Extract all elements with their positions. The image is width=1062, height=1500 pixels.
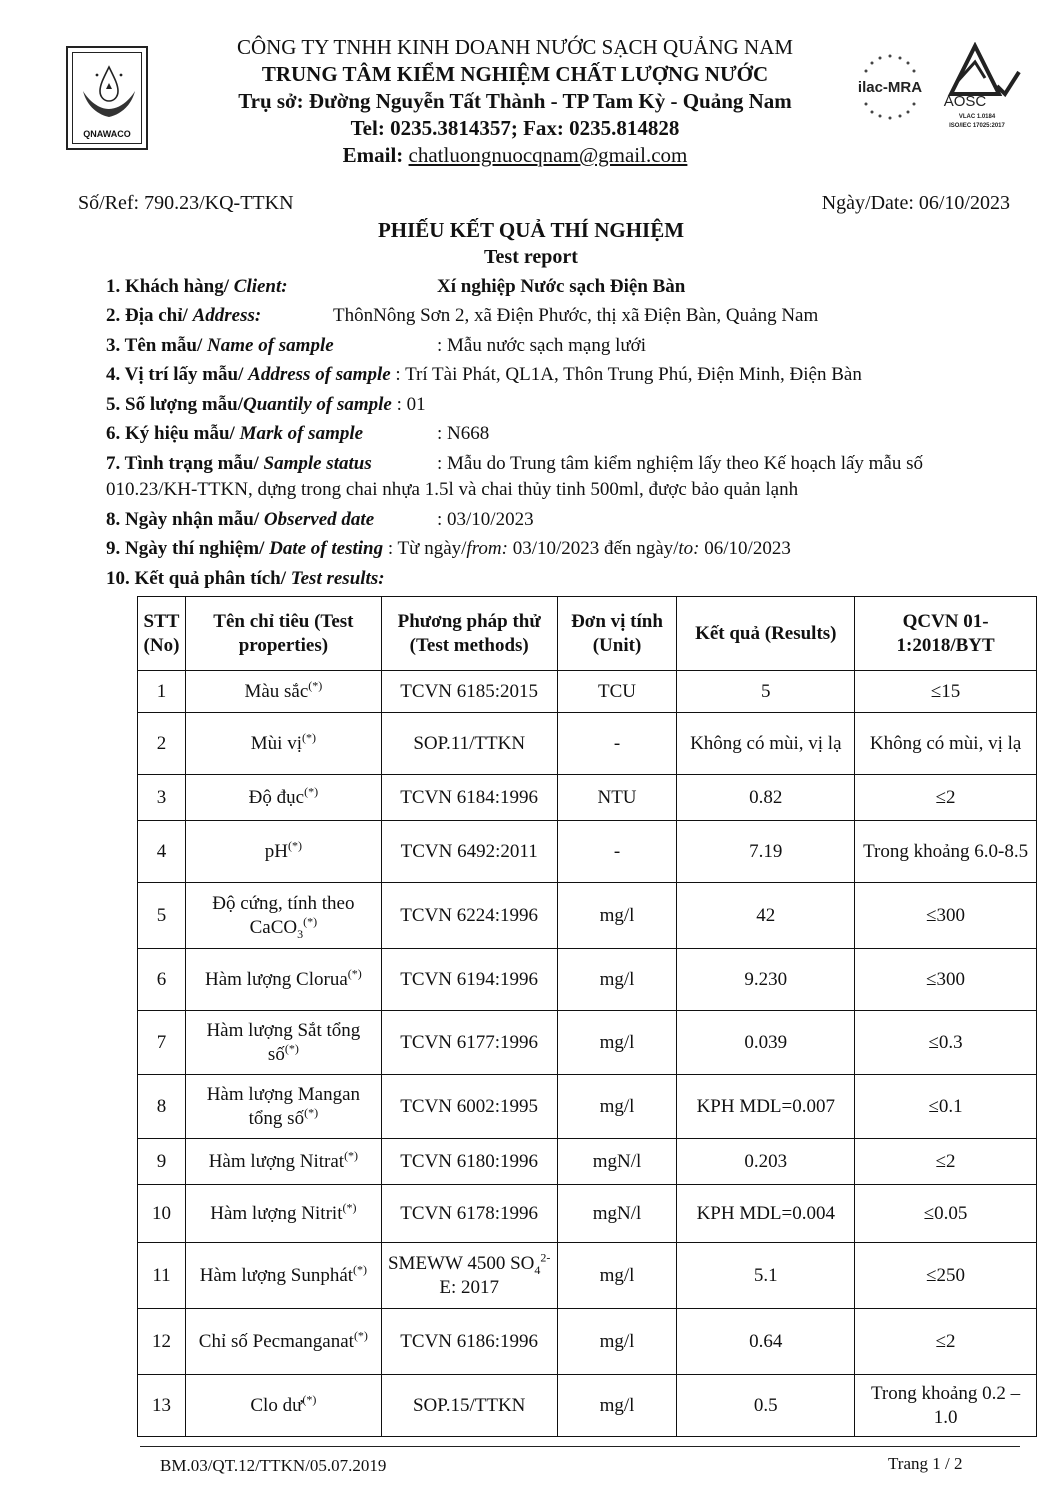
cell-unit-text: mgN/l <box>592 1150 642 1172</box>
cell-property <box>185 671 381 713</box>
cell-unit <box>557 1185 677 1243</box>
cell-method <box>381 1075 557 1139</box>
cell-unit <box>557 821 677 883</box>
address-label-vi: 2. Địa chỉ/ <box>106 305 193 326</box>
cell-no <box>138 883 186 949</box>
cell-standard-text: Trong khoảng 6.0-8.5 <box>863 840 1029 862</box>
cell-result-text: 5.1 <box>753 1264 778 1286</box>
property-subscript: 3 <box>297 926 304 941</box>
cell-method-text: TCVN 6492:2011 <box>400 840 538 862</box>
cell-no-text: 12 <box>151 1330 171 1352</box>
cell-property-text: Hàm lượng Sắt tổng số <box>206 1019 361 1065</box>
cell-result-text: 0.203 <box>744 1150 788 1172</box>
cell-standard-text: ≤2 <box>935 1330 956 1352</box>
accredited-mark: (*) <box>284 1041 299 1056</box>
quantity-label-en: Quantily of sample <box>243 394 392 415</box>
cell-standard <box>855 1185 1037 1243</box>
cell-standard <box>855 1375 1037 1437</box>
cell-method-text: SOP.15/TTKN <box>412 1394 526 1416</box>
cell-method <box>381 1185 557 1243</box>
cell-result <box>677 1185 855 1243</box>
cell-result <box>677 821 855 883</box>
cell-method-text: TCVN 6224:1996 <box>400 904 539 926</box>
sample-name-label-vi: 3. Tên mẫu/ <box>106 335 208 356</box>
cell-unit <box>557 1075 677 1139</box>
cell-property <box>185 949 381 1011</box>
company-name: CÔNG TY TNHH KINH DOANH NƯỚC SẠCH QUẢNG NAM <box>236 35 794 59</box>
address-value: ThônNông Sơn 2, xã Điện Phước, thị xã Điện Bàn, Quảng Nam <box>333 305 819 326</box>
cell-property-text: Độ đục <box>248 786 305 808</box>
cell-no <box>138 713 186 775</box>
cell-method <box>381 1139 557 1185</box>
cell-property <box>185 883 381 949</box>
cell-no <box>138 671 186 713</box>
cell-property-text: Độ cứng, tính theo CaCO <box>212 892 355 938</box>
email-label: Email: <box>342 143 409 167</box>
cell-property-text: Chỉ số Pecmanganat <box>198 1330 354 1352</box>
company-email-line <box>150 142 880 169</box>
accredited-mark: (*) <box>353 1328 368 1343</box>
testing-to-label: to: <box>678 538 700 559</box>
svg-text:VLAC 1.0184: VLAC 1.0184 <box>958 114 996 120</box>
cell-property-text: Màu sắc <box>244 680 309 702</box>
cell-property-text: Mùi vị <box>250 732 302 754</box>
cell-method-text: SMEWW 4500 SO <box>387 1252 535 1274</box>
ilac-mra-logo <box>852 48 928 126</box>
table-row <box>138 1139 1037 1185</box>
testing-label-en: Date of testing <box>269 538 384 559</box>
client-label <box>106 276 288 298</box>
table-row <box>138 1309 1037 1375</box>
cell-unit <box>557 949 677 1011</box>
svg-text:ISO/IEC 17025:2017: ISO/IEC 17025:2017 <box>949 123 1005 129</box>
cell-no-text: 6 <box>156 968 167 990</box>
testing-from-label: from: <box>466 538 508 559</box>
footer-divider <box>140 1446 1020 1447</box>
accredited-mark: (*) <box>353 1262 368 1277</box>
cell-property <box>185 1139 381 1185</box>
company-logo <box>66 46 148 150</box>
cell-method <box>381 1011 557 1075</box>
mark-value: : N668 <box>437 423 490 444</box>
cell-standard <box>855 1075 1037 1139</box>
center-name: TRUNG TÂM KIỂM NGHIỆM CHẤT LƯỢNG NƯỚC <box>261 62 769 86</box>
cell-no-text: 13 <box>151 1394 171 1416</box>
results-table <box>137 596 1037 1437</box>
cell-result <box>677 1075 855 1139</box>
cell-unit-text: mgN/l <box>592 1202 642 1224</box>
cell-unit <box>557 1011 677 1075</box>
status-label-en: Sample status <box>263 453 372 474</box>
cell-no <box>138 1139 186 1185</box>
cell-no <box>138 1375 186 1437</box>
cell-property <box>185 1309 381 1375</box>
method-subscript: 4 <box>534 1262 541 1277</box>
cell-standard <box>855 671 1037 713</box>
cell-no <box>138 1075 186 1139</box>
cell-method-text: TCVN 6186:1996 <box>400 1330 539 1352</box>
cell-unit-text: - <box>613 732 621 754</box>
table-row <box>138 821 1037 883</box>
cell-unit-text: mg/l <box>599 1095 635 1117</box>
cell-result <box>677 713 855 775</box>
cell-no <box>138 821 186 883</box>
cell-no <box>138 775 186 821</box>
cell-standard-text: ≤0.1 <box>928 1095 963 1117</box>
testing-label-vi: 9. Ngày thí nghiệm/ <box>106 538 270 559</box>
cell-result-text: 5 <box>761 680 771 702</box>
table-row <box>138 949 1037 1011</box>
cell-unit-text: mg/l <box>599 904 635 926</box>
cell-no-text: 9 <box>156 1150 167 1172</box>
cell-property <box>185 821 381 883</box>
cell-result <box>677 1139 855 1185</box>
sample-name-label-en: Name of sample <box>207 335 334 356</box>
status-value-line2: 010.23/KH-TTKN, dựng trong chai nhựa 1.5l và chai thủy tinh 500ml, được bảo quản lạnh <box>106 479 799 500</box>
cell-result-text: KPH MDL=0.004 <box>696 1202 836 1224</box>
cell-standard-text: ≤250 <box>926 1264 966 1286</box>
cell-property <box>185 1185 381 1243</box>
svg-text:ilac-MRA: ilac-MRA <box>857 79 923 96</box>
cell-result-text: 42 <box>756 904 776 926</box>
cell-unit-text: mg/l <box>599 1264 635 1286</box>
accredited-mark: (*) <box>342 1200 357 1215</box>
cell-property-text: Hàm lượng Nitrit <box>210 1202 343 1224</box>
sample-location-label-vi: 4. Vị trí lấy mẫu/ <box>106 364 249 385</box>
cell-unit <box>557 1309 677 1375</box>
observed-label-vi: 8. Ngày nhận mẫu/ <box>106 509 264 530</box>
cell-method-text: TCVN 6177:1996 <box>400 1031 539 1053</box>
cell-unit <box>557 1375 677 1437</box>
cell-result-text: 0.64 <box>749 1330 783 1352</box>
cell-no-text: 3 <box>156 786 167 808</box>
testing-from-value: 03/10/2023 đến ngày/ <box>507 538 679 559</box>
testing-date-label <box>106 538 791 560</box>
mark-label-vi: 6. Ký hiệu mẫu/ <box>106 423 240 444</box>
cell-unit-text: TCU <box>598 680 636 702</box>
cell-result <box>677 775 855 821</box>
results-table-body <box>138 671 1037 1437</box>
cell-unit <box>557 883 677 949</box>
cell-no-text: 4 <box>156 840 167 862</box>
cell-method-text: TCVN 6185:2015 <box>400 680 539 702</box>
client-label-vi: 1. Khách hàng/ <box>106 276 234 297</box>
header-result: Kết quả (Results) <box>677 597 855 671</box>
cell-no <box>138 1011 186 1075</box>
sample-location-value: : Trí Tài Phát, QL1A, Thôn Trung Phú, Điện Minh, Điện Bàn <box>390 364 862 385</box>
observed-date-value: : 03/10/2023 <box>437 509 534 530</box>
cell-method <box>381 775 557 821</box>
cell-property-text: Hàm lượng Mangan tổng số <box>206 1083 361 1129</box>
logo-frame <box>72 52 142 144</box>
cell-standard-text: ≤15 <box>930 680 961 702</box>
table-row <box>138 1011 1037 1075</box>
cell-property <box>185 1075 381 1139</box>
cell-no <box>138 1309 186 1375</box>
cell-standard-text: Không có mùi, vị lạ <box>869 732 1022 754</box>
cell-method <box>381 821 557 883</box>
cell-standard <box>855 949 1037 1011</box>
status-value-line1: : Mẫu do Trung tâm kiểm nghiệm lấy theo Kế hoạch lấy mẫu số <box>437 453 924 474</box>
mark-label-en: Mark of sample <box>239 423 364 444</box>
header-property: Tên chỉ tiêu (Test properties) <box>185 597 381 671</box>
sample-name-value: : Mẫu nước sạch mạng lưới <box>437 335 647 356</box>
table-row <box>138 671 1037 713</box>
quantity-value: : 01 <box>391 394 426 415</box>
results-label-vi: 10. Kết quả phân tích/ <box>106 568 291 589</box>
cell-method <box>381 883 557 949</box>
cell-no <box>138 1243 186 1309</box>
cell-standard <box>855 1011 1037 1075</box>
header-standard: QCVN 01-1:2018/BYT <box>855 597 1037 671</box>
cell-standard-text: ≤2 <box>935 1150 956 1172</box>
cell-standard-text: ≤300 <box>926 904 966 926</box>
cell-unit-text: mg/l <box>599 968 635 990</box>
table-row <box>138 1185 1037 1243</box>
cell-unit-text: mg/l <box>599 1031 635 1053</box>
cell-standard-text: ≤300 <box>926 968 966 990</box>
cell-property <box>185 775 381 821</box>
table-row <box>138 775 1037 821</box>
results-label <box>106 568 385 590</box>
header-method: Phương pháp thử (Test methods) <box>381 597 557 671</box>
accredited-mark: (*) <box>302 1392 317 1407</box>
cell-no-text: 11 <box>152 1264 171 1286</box>
cell-unit-text: mg/l <box>599 1394 635 1416</box>
company-address: Trụ sở: Đường Nguyễn Tất Thành - TP Tam Kỳ - Quảng Nam <box>238 89 792 113</box>
client-value: Xí nghiệp Nước sạch Điện Bàn <box>437 276 686 297</box>
cell-unit <box>557 1243 677 1309</box>
cell-no-text: 10 <box>151 1202 171 1224</box>
cell-method <box>381 1375 557 1437</box>
cell-property <box>185 1375 381 1437</box>
cell-standard <box>855 1139 1037 1185</box>
cell-unit <box>557 775 677 821</box>
table-row <box>138 1075 1037 1139</box>
cell-result <box>677 883 855 949</box>
cell-unit-text: mg/l <box>599 1330 635 1352</box>
accredited-mark: (*) <box>301 730 316 745</box>
cell-method <box>381 713 557 775</box>
cell-no <box>138 949 186 1011</box>
cell-property-text: Clo dư <box>250 1394 303 1416</box>
address-label-en: Address: <box>192 305 262 326</box>
cell-standard <box>855 713 1037 775</box>
cell-unit <box>557 713 677 775</box>
cell-unit-text: NTU <box>597 786 637 808</box>
sample-location-label <box>106 364 862 386</box>
company-phone: Tel: 0235.3814357; Fax: 0235.814828 <box>350 116 680 140</box>
cell-method <box>381 1309 557 1375</box>
accredited-mark: (*) <box>303 914 318 929</box>
cell-property-text: Hàm lượng Nitrat <box>208 1150 345 1172</box>
cell-result-text: 0.039 <box>744 1031 788 1053</box>
report-date: Ngày/Date: 06/10/2023 <box>821 192 1010 214</box>
table-row <box>138 713 1037 775</box>
cell-result <box>677 1375 855 1437</box>
cell-method-text: TCVN 6184:1996 <box>400 786 539 808</box>
report-title: PHIẾU KẾT QUẢ THÍ NGHIỆM <box>377 218 685 242</box>
testing-from-prefix: : Từ ngày/ <box>383 538 467 559</box>
method-tail: E: 2017 <box>439 1276 499 1298</box>
cell-result-text: 0.5 <box>753 1394 778 1416</box>
cell-result-text: 9.230 <box>744 968 788 990</box>
address-label <box>106 305 261 327</box>
cell-standard <box>855 883 1037 949</box>
observed-date-label <box>106 509 374 531</box>
accredited-mark: (*) <box>347 966 362 981</box>
cell-standard <box>855 1243 1037 1309</box>
cell-method <box>381 1243 557 1309</box>
cell-no-text: 2 <box>156 732 167 754</box>
table-row <box>138 883 1037 949</box>
cell-standard-text: ≤0.3 <box>928 1031 963 1053</box>
results-label-en: Test results: <box>290 568 385 589</box>
header-unit: Đơn vị tính (Unit) <box>557 597 677 671</box>
cell-unit <box>557 671 677 713</box>
cell-result-text: 7.19 <box>749 840 783 862</box>
accredited-mark: (*) <box>308 678 323 693</box>
cell-standard <box>855 821 1037 883</box>
cell-method-text: TCVN 6194:1996 <box>400 968 539 990</box>
cell-standard <box>855 775 1037 821</box>
cell-property-text: Hàm lượng Clorua <box>204 968 348 990</box>
accredited-mark: (*) <box>304 784 319 799</box>
company-header <box>150 34 880 169</box>
cell-standard-text: ≤0.05 <box>923 1202 968 1224</box>
cell-method-text: TCVN 6180:1996 <box>400 1150 539 1172</box>
status-label-vi: 7. Tình trạng mẫu/ <box>106 453 264 474</box>
aosc-icon <box>935 42 1021 132</box>
accredited-mark: (*) <box>287 838 302 853</box>
table-row <box>138 1375 1037 1437</box>
cell-result-text: KPH MDL=0.007 <box>696 1095 836 1117</box>
cell-result <box>677 1309 855 1375</box>
reference-number: Số/Ref: 790.23/KQ-TTKN <box>78 192 294 214</box>
cell-no-text: 7 <box>156 1031 167 1053</box>
cell-method-text: SOP.11/TTKN <box>413 732 526 754</box>
cell-no <box>138 1185 186 1243</box>
cell-result <box>677 1011 855 1075</box>
cell-result <box>677 1243 855 1309</box>
aosc-logo <box>935 42 1021 132</box>
email-link[interactable]: chatluongnuocqnam@gmail.com <box>408 143 688 167</box>
accredited-mark: (*) <box>344 1148 359 1163</box>
table-row <box>138 1243 1037 1309</box>
client-label-en: Client: <box>233 276 288 297</box>
accredited-mark: (*) <box>304 1105 319 1120</box>
cell-property <box>185 1243 381 1309</box>
cell-standard-text: Trong khoảng 0.2 – 1.0 <box>870 1382 1021 1428</box>
table-header-row <box>138 597 1037 671</box>
cell-no-text: 5 <box>156 904 167 926</box>
sample-name-label <box>106 335 334 357</box>
page-number: Trang 1 / 2 <box>888 1454 963 1473</box>
status-label <box>106 453 372 475</box>
testing-to-value: 06/10/2023 <box>699 538 791 559</box>
cell-property <box>185 1011 381 1075</box>
cell-method <box>381 671 557 713</box>
cell-method-text: TCVN 6178:1996 <box>400 1202 539 1224</box>
cell-method <box>381 949 557 1011</box>
cell-result-text: 0.82 <box>749 786 783 808</box>
cell-property-text: pH <box>264 840 288 862</box>
cell-no-text: 8 <box>156 1095 167 1117</box>
cell-property <box>185 713 381 775</box>
header-no: STT (No) <box>138 597 186 671</box>
cell-standard-text: ≤2 <box>935 786 956 808</box>
svg-text:AOSC: AOSC <box>943 93 987 110</box>
cell-result <box>677 671 855 713</box>
logo-caption: QNAWACO <box>83 129 131 139</box>
form-code: BM.03/QT.12/TTKN/05.07.2019 <box>160 1456 387 1475</box>
mark-label <box>106 423 363 445</box>
cell-result-text: Không có mùi, vị lạ <box>690 732 842 754</box>
cell-unit <box>557 1139 677 1185</box>
cell-property-text: Hàm lượng Sunphát <box>199 1264 354 1286</box>
quantity-label-vi: 5. Số lượng mẫu/ <box>106 394 244 415</box>
cell-result <box>677 949 855 1011</box>
cell-unit-text: - <box>613 840 621 862</box>
report-subtitle: Test report <box>484 246 578 268</box>
cell-no-text: 1 <box>156 680 167 702</box>
method-superscript: 2- <box>540 1250 551 1265</box>
cell-method-text: TCVN 6002:1995 <box>400 1095 539 1117</box>
sample-location-label-en: Address of sample <box>248 364 391 385</box>
ilac-mra-icon <box>852 48 928 126</box>
cell-standard <box>855 1309 1037 1375</box>
quantity-label <box>106 394 426 416</box>
observed-label-en: Observed date <box>263 509 375 530</box>
